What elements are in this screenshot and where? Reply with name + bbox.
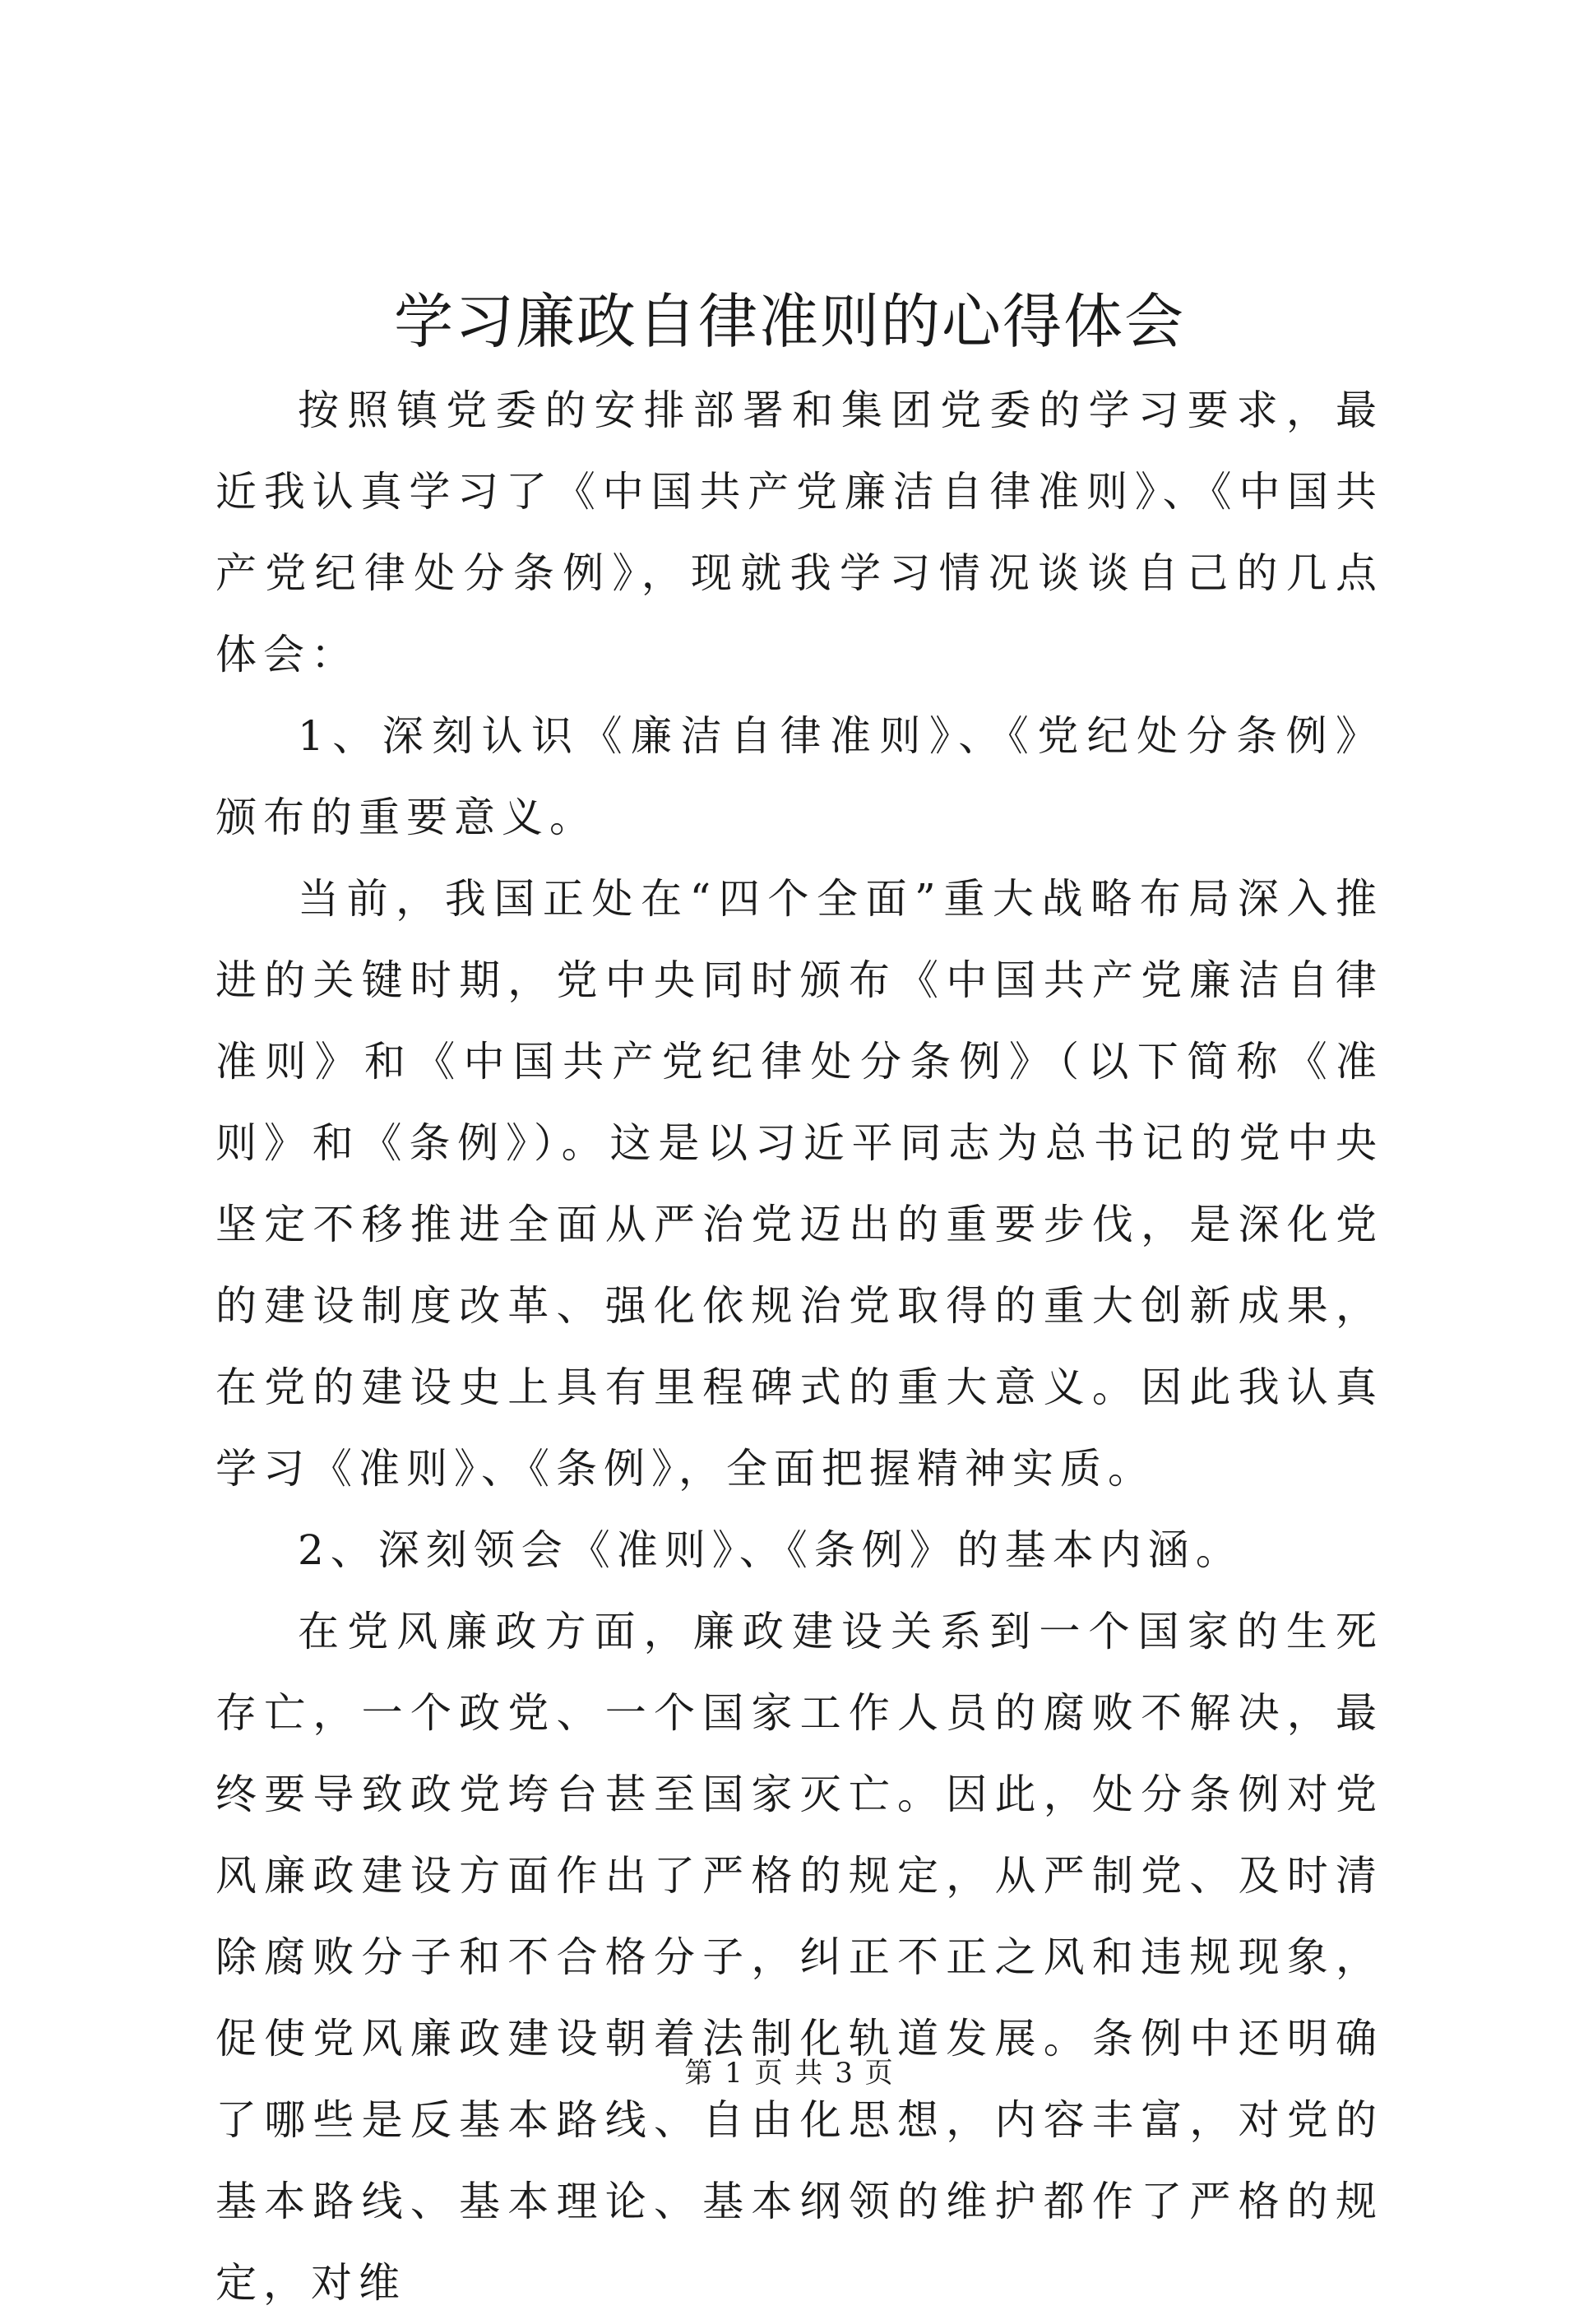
document-title: 学习廉政自律准则的心得体会 (393, 287, 1185, 356)
paragraph-context: 当前，我国正处在“四个全面”重大战略布局深入推进的关键时期，党中央同时颁布《中国共产党廉洁自律准则》和《中国共产党纪律处分条例》（以下简称《准则》和《条例》）。这是以习近平同志为总书记的党中央坚定不移推进全面从严治党迈出的重要步伐，是深化党的建设制度改革、强化依规治党取得的重大创新成果，在党的建设史上具有里程碑式的重大意义。因此我认真学习《准则》、《条例》，全面把握精神实质。 (215, 875, 1383, 1493)
paragraph-intro: 按照镇党委的安排部署和集团党委的学习要求，最近我认真学习了《中国共产党廉洁自律准则》、《中国共产党纪律处分条例》，现就我学习情况谈谈自己的几点体会： (215, 387, 1383, 678)
paragraph-point-2: 2、深刻领会《准则》、《条例》的基本内涵。 (298, 1526, 1243, 1574)
page-number-footer: 第 1 页 共 3 页 (684, 2057, 895, 2090)
paragraph-point-1: 1、深刻认识《廉洁自律准则》、《党纪处分条例》颁布的重要意义。 (215, 712, 1383, 841)
document-body (215, 370, 1383, 2324)
paragraph-discipline: 在党风廉政方面，廉政建设关系到一个国家的生死存亡，一个政党、一个国家工作人员的腐败不解决，最终要导致政党垮台甚至国家灭亡。因此，处分条例对党风廉政建设方面作出了严格的规定，从严制党、及时清除腐败分子和不合格分子，纠正不正之风和违规现象，促使党风廉政建设朝着法制化轨道发展。条例中还明确了哪些是反基本路线、自由化思想，内容丰富，对党的基本路线、基本理论、基本纲领的维护都作了严格的规定，对维 (215, 1608, 1383, 2307)
